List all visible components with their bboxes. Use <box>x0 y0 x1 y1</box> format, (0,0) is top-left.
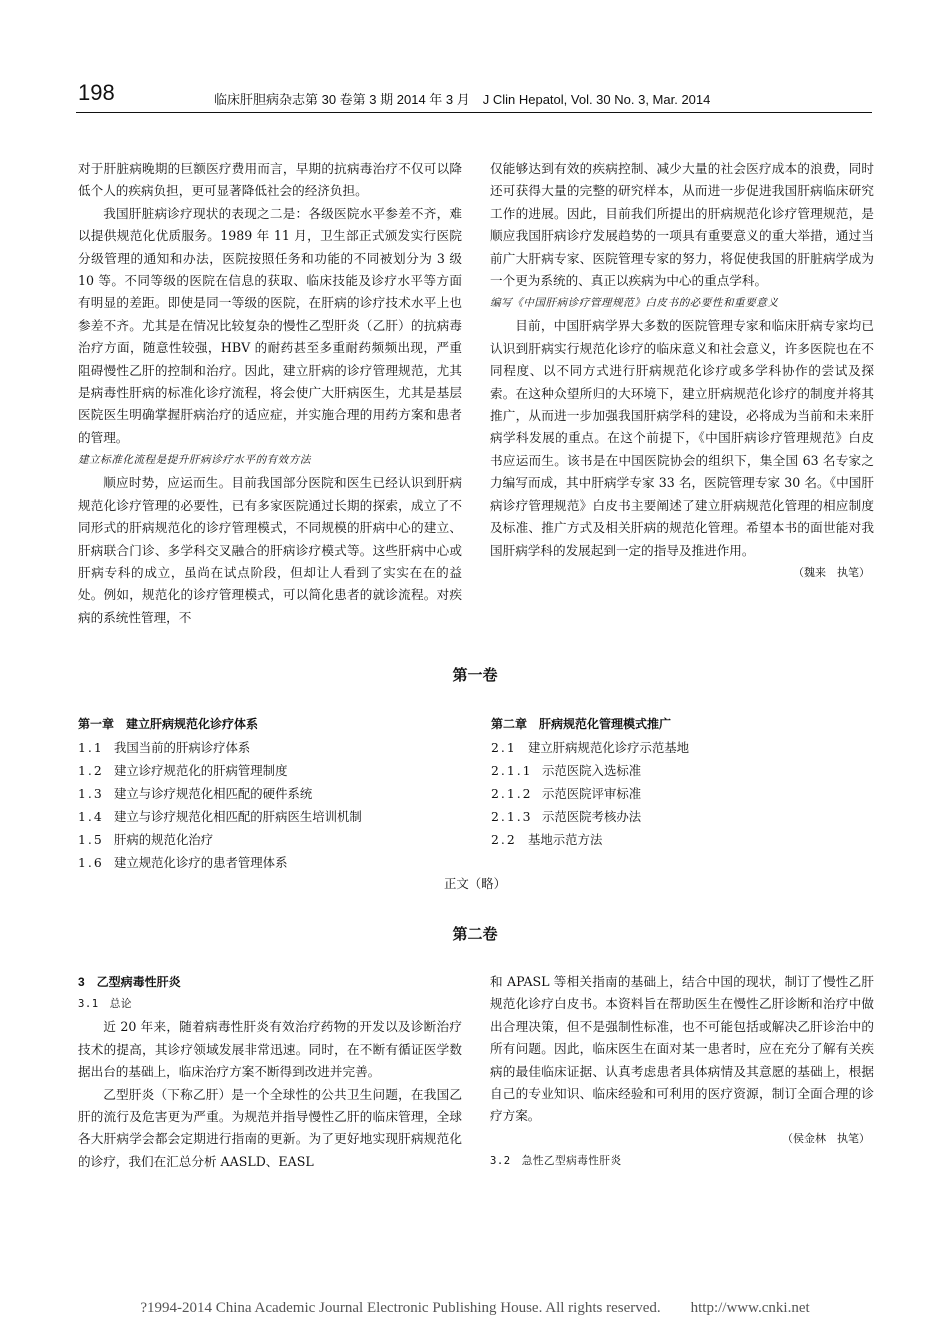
toc-item <box>491 805 689 828</box>
toc-item-number: 1.5 <box>78 832 104 847</box>
toc-item-text: 基地示范方法 <box>528 832 603 847</box>
chapter-heading: 第一章 建立肝病规范化诊疗体系 <box>78 717 259 731</box>
toc-item <box>78 805 362 828</box>
top-left-column <box>78 158 462 629</box>
bottom-right-column <box>490 971 874 1173</box>
paragraph: 顺应时势，应运而生。目前我国部分医院和医生已经认识到肝病规范化诊疗管理的必要性，已有多家医院通过长期的探索，成立了不同形式的肝病规范化的诊疗管理模式，不同规模的肝病中心的建立、肝病联合门诊、多学科交叉融合的肝病诊疗模式等。这些肝病中心或肝病专科的成立，虽尚在试点阶段，但却让人看到了实实在在的益处。例如，规范化的诊疗管理模式，可以简化患者的就诊流程。对疾病的系统性管理，不 <box>78 475 462 625</box>
toc-item-number: 2.1.1 <box>491 763 533 778</box>
subheading: 编写《中国肝病诊疗管理规范》白皮书的必要性和重要意义 <box>490 297 779 310</box>
toc-item-text: 肝病的规范化治疗 <box>114 832 214 847</box>
paragraph: 对于肝脏病晚期的巨额医疗费用而言，早期的抗病毒治疗不仅可以降低个人的疾病负担，更可显著降低社会的经济负担。 <box>78 161 462 199</box>
volume-2-title: 第二卷 <box>452 926 498 943</box>
toc-item <box>491 759 689 782</box>
copyright-footer: ?1994-2014 China Academic Journal Electronic Publishing House. All rights reserved. http://www.cnki.net <box>140 1300 810 1316</box>
toc-item-number: 1.6 <box>78 855 104 870</box>
toc-item-text: 建立肝病规范化诊疗示范基地 <box>528 740 690 755</box>
toc-item <box>78 851 362 874</box>
toc-item-number: 2.2 <box>491 832 517 847</box>
header-rule <box>76 112 872 113</box>
body-omitted-note: 正文（略） <box>444 876 506 891</box>
chapter-heading: 第二章 肝病规范化管理模式推广 <box>491 717 672 731</box>
toc-item <box>78 736 362 759</box>
toc-item-text: 建立诊疗规范化的肝病管理制度 <box>114 763 288 778</box>
toc-item-text: 示范医院考核办法 <box>542 809 642 824</box>
toc-item <box>78 759 362 782</box>
toc-item-number: 1.3 <box>78 786 104 801</box>
toc-chapter-2 <box>491 713 689 851</box>
paragraph: 乙型肝炎（下称乙肝）是一个全球性的公共卫生问题，在我国乙肝的流行及危害更为严重。为规范并指导慢性乙肝的临床管理，全球各大肝病学会都会定期进行指南的更新。为了更好地实现肝病规范化的诊疗，我们在汇总分析 AASLD、EASL <box>78 1086 462 1169</box>
subheading: 建立标准化流程是提升肝病诊疗水平的有效方法 <box>78 454 311 467</box>
toc-item-text: 建立规范化诊疗的患者管理体系 <box>114 855 288 870</box>
toc-item-number: 2.1 <box>491 740 517 755</box>
toc-item-text: 我国当前的肝病诊疗体系 <box>114 740 251 755</box>
paragraph: 近 20 年来，随着病毒性肝炎有效治疗药物的开发以及诊断治疗技术的提高，其诊疗领域发展非常迅速。同时，在不断有循证医学数据出台的基础上，临床治疗方案不断得到改进并完善。 <box>78 1019 462 1080</box>
paragraph: 我国肝脏病诊疗现状的表现之二是：各级医院水平参差不齐，难以提供规范化优质服务。1989 年 11 月，卫生部正式颁发实行医院分级管理的通知和办法，医院按照任务和功能的不同被划分为 3 级 10 等。不同等级的医院在信息的获取、临床技能及诊疗水平等方面有明显的差距。即使是同一等级的医院，在肝病的诊疗技术水平上也参差不齐。尤其是在情况比较复杂的慢性乙型肝炎（乙肝）的抗病毒治疗方面，随意性较强，HBV 的耐药甚至多重耐药频频出现，严重阻碍慢性乙肝的控制和治疗。因此，建立肝病的诊疗管理规范，尤其是病毒性肝病的标准化诊疗流程，将会使广大肝病医生，尤其是基层医院医生明确掌握肝病治疗的适应症，并实施合理的用药方案和患者的管理。 <box>78 205 462 445</box>
toc-item-number: 2.1.3 <box>491 809 533 824</box>
paragraph: 目前，中国肝病学界大多数的医院管理专家和临床肝病专家均已认识到肝病实行规范化诊疗的临床意义和社会意义，许多医院也在不同程度、以不同方式进行肝病规范化诊疗或多学科协作的尝试及探索。在这种众望所归的大环境下，建立肝病规范化诊疗的制度并将其推广，从而进一步加强我国肝病学科的建设，必将成为当前和未来肝病学科发展的重点。在这个前提下，《中国肝病诊疗管理规范》白皮书应运而生。该书是在中国医院协会的组织下，集全国 63 名专家之力编写而成，其中肝病学专家 33 名，医院管理专家 30 名。《中国肝病诊疗管理规范》白皮书主要阐述了建立肝病规范化管理的相应制度及标准、推广方式及相关肝病的规范化管理。希望本书的面世能对我国肝病学科的发展起到一定的指导及推进作用。 <box>490 318 874 558</box>
toc-item-text: 建立与诊疗规范化相匹配的硬件系统 <box>114 786 313 801</box>
toc-item <box>78 828 362 851</box>
volume-1-title: 第一卷 <box>452 667 498 684</box>
subsection-heading: 3.2 急性乙型病毒性肝炎 <box>490 1155 622 1168</box>
toc-chapter-1 <box>78 713 362 874</box>
top-right-column <box>490 158 874 584</box>
author-signature: （魏来 执笔） <box>793 565 870 579</box>
toc-item-number: 1.1 <box>78 740 104 755</box>
subsection-heading: 3.1 总论 <box>78 998 132 1011</box>
page-number: 198 <box>78 80 115 105</box>
toc-item-text: 建立与诊疗规范化相匹配的肝病医生培训机制 <box>114 809 362 824</box>
author-signature: （侯金林 执笔） <box>782 1131 870 1145</box>
toc-item <box>78 782 362 805</box>
toc-item <box>491 736 689 759</box>
toc-item-number: 1.2 <box>78 763 104 778</box>
toc-item <box>491 782 689 805</box>
section-heading: 3 乙型病毒性肝炎 <box>78 975 181 989</box>
running-title: 临床肝胆病杂志第 30 卷第 3 期 2014 年 3 月 J Clin Hepatol, Vol. 30 No. 3, Mar. 2014 <box>214 92 711 107</box>
toc-item-text: 示范医院入选标准 <box>542 763 642 778</box>
toc-item-number: 2.1.2 <box>491 786 533 801</box>
toc-item <box>491 828 689 851</box>
toc-item-number: 1.4 <box>78 809 104 824</box>
toc-item-text: 示范医院评审标准 <box>542 786 642 801</box>
paragraph: 仅能够达到有效的疾病控制、减少大量的社会医疗成本的浪费，同时还可获得大量的完整的研究样本，从而进一步促进我国肝病临床研究工作的进展。因此，目前我们所提出的肝病规范化诊疗管理规范，是顺应我国肝病诊疗发展趋势的一项具有重要意义的重大举措，通过当前广大肝病专家、医院管理专家的努力，将促使我国的肝脏病学成为一个更为系统的、真正以疾病为中心的重点学科。 <box>490 161 874 289</box>
bottom-left-column <box>78 971 462 1173</box>
paragraph: 和 APASL 等相关指南的基础上，结合中国的现状，制订了慢性乙肝规范化诊疗白皮书。本资料旨在帮助医生在慢性乙肝诊断和治疗中做出合理决策，但不是强制性标准，也不可能包括或解决乙肝诊治中的所有问题。因此，临床医生在面对某一患者时，应在充分了解有关疾病的最佳临床证据、认真考虑患者具体病情及其意愿的基础上，根据自己的专业知识、临床经验和可利用的医疗资源，制订全面合理的诊疗方案。 <box>490 974 874 1124</box>
